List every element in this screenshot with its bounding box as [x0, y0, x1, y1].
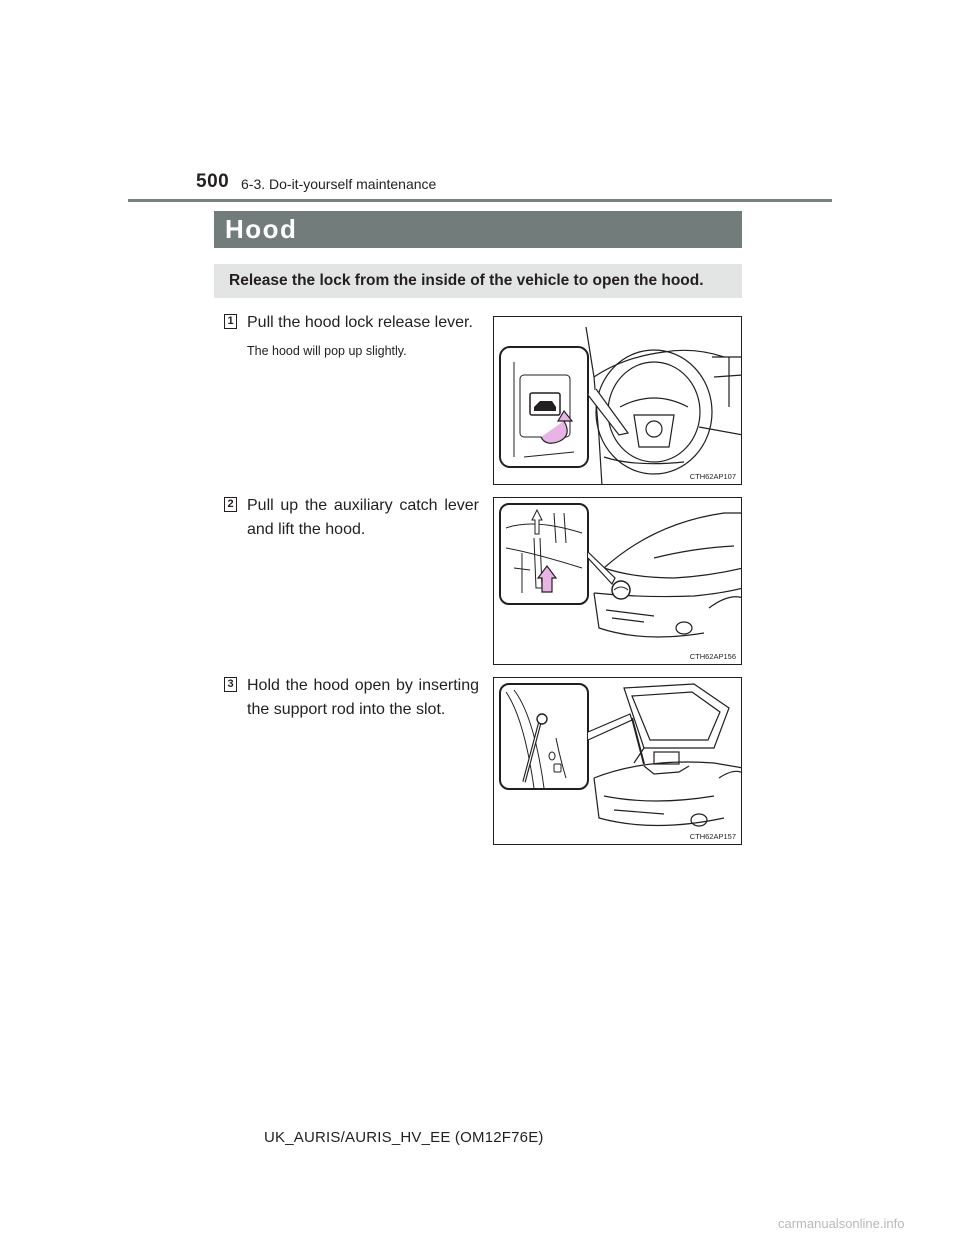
step-2-number: 2	[224, 497, 237, 512]
support-rod-illustration	[494, 678, 742, 845]
auxiliary-catch-lever-illustration	[494, 498, 742, 665]
watermark: carmanualsonline.info	[778, 1216, 905, 1231]
page-title: Hood	[214, 211, 742, 248]
page-number: 500	[196, 171, 230, 192]
step-2-text: Pull up the auxiliary catch lever and lift the hood.	[247, 497, 479, 538]
step-1-text: Pull the hood lock release lever.	[247, 314, 473, 331]
step-3-number: 3	[224, 677, 237, 692]
step-1-number: 1	[224, 314, 237, 329]
step-1-note: The hood will pop up slightly.	[247, 344, 407, 358]
step-2-figure	[493, 497, 742, 665]
step-3-text: Hold the hood open by inserting the support rod into the slot.	[247, 677, 479, 718]
header-rule	[128, 199, 832, 202]
step-3-figure	[493, 677, 742, 845]
hood-release-lever-illustration	[494, 317, 742, 485]
intro-instruction: Release the lock from the inside of the vehicle to open the hood.	[214, 264, 742, 298]
step-1-figure	[493, 316, 742, 485]
footer-model-code: UK_AURIS/AURIS_HV_EE (OM12F76E)	[264, 1129, 544, 1146]
section-reference: 6-3. Do-it-yourself maintenance	[241, 176, 437, 192]
step-2-figure-code: CTH62AP156	[689, 652, 736, 661]
step-1-figure-code: CTH62AP107	[689, 472, 736, 481]
step-3-figure-code: CTH62AP157	[689, 832, 736, 841]
